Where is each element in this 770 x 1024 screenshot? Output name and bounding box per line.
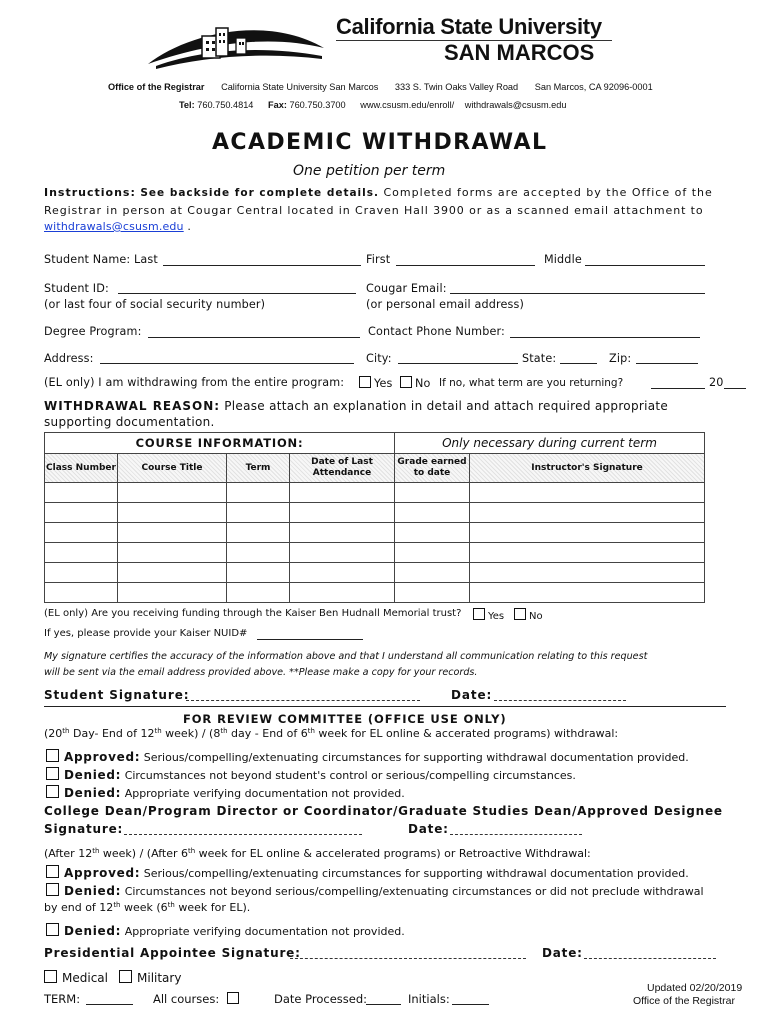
- medical-label: Medical: [62, 971, 108, 985]
- table-cell[interactable]: [470, 543, 705, 563]
- table-cell[interactable]: [118, 523, 227, 543]
- p1s3: th: [220, 727, 228, 735]
- col-grade: Grade earned to date: [395, 454, 470, 483]
- table-cell[interactable]: [395, 523, 470, 543]
- current-term-note: Only necessary during current term: [395, 433, 705, 454]
- d3b: week (6: [120, 901, 168, 914]
- org-name: California State University San Marcos: [221, 82, 379, 92]
- student-id-field[interactable]: [118, 293, 356, 294]
- middle-name-label: Middle: [544, 253, 582, 266]
- table-cell[interactable]: [470, 483, 705, 503]
- p2c: week for EL online & accelerated programs) or Retroactive Withdrawal:: [195, 847, 591, 860]
- table-cell[interactable]: [470, 503, 705, 523]
- table-row: [45, 523, 705, 543]
- zip-label: Zip:: [609, 352, 632, 365]
- table-cell[interactable]: [45, 563, 118, 583]
- state-label: State:: [522, 352, 557, 365]
- el-withdraw-label: (EL only) I am withdrawing from the entire program:: [44, 376, 345, 389]
- instructions-line1: [44, 186, 713, 199]
- p1d: day - End of 6: [227, 727, 308, 740]
- table-cell[interactable]: [45, 583, 118, 603]
- middle-name-field[interactable]: [585, 265, 705, 266]
- approved-label: Approved:: [64, 750, 141, 764]
- state-field[interactable]: [560, 363, 597, 364]
- table-cell[interactable]: [227, 563, 290, 583]
- col-course-title: Course Title: [118, 454, 227, 483]
- instructions-period: .: [187, 220, 191, 233]
- table-row: [45, 583, 705, 603]
- p1a: (20: [44, 727, 63, 740]
- email-link[interactable]: withdrawals@csusm.edu: [464, 100, 567, 110]
- denied1-row: [46, 767, 576, 782]
- p2s2: th: [187, 847, 196, 855]
- footer-office: Office of the Registrar: [633, 995, 735, 1007]
- kaiser-no-label: No: [529, 611, 543, 622]
- col-last-attendance: Date of Last Attendance: [290, 454, 395, 483]
- d3a: by end of 12: [44, 901, 114, 914]
- p2s1: th: [92, 847, 100, 855]
- tel-label: Tel:: [179, 100, 195, 110]
- denied3-text: Circumstances not beyond serious/compelling/extenuating circumstances or did not preclude withdrawal: [124, 885, 704, 898]
- first-name-field[interactable]: [396, 265, 535, 266]
- p2a: (After 12: [44, 847, 93, 860]
- table-cell[interactable]: [118, 503, 227, 523]
- table-cell[interactable]: [290, 523, 395, 543]
- kaiser-nuid-label: If yes, please provide your Kaiser NUID#: [44, 628, 248, 639]
- d3c: week for EL).: [174, 901, 251, 914]
- initials-label: Initials:: [408, 992, 450, 1006]
- table-cell[interactable]: [470, 523, 705, 543]
- kaiser-question: (EL only) Are you receiving funding through the Kaiser Ben Hudnall Memorial trust?: [44, 608, 462, 619]
- dean-date-field[interactable]: [450, 834, 582, 835]
- cougar-email-label: Cougar Email:: [366, 282, 447, 295]
- instructions-text: Completed forms are accepted by the Office of the: [383, 186, 713, 199]
- p1s2: th: [154, 727, 162, 735]
- el-yes-label: Yes: [374, 377, 393, 390]
- university-name: California State University: [336, 14, 602, 39]
- denied2-checkbox[interactable]: [46, 785, 59, 798]
- reason-line1: [44, 399, 668, 413]
- table-cell[interactable]: [45, 543, 118, 563]
- p1c: week) / (8: [161, 727, 221, 740]
- instructions-line2: Registrar in person at Cougar Central located in Craven Hall 3900 or as a scanned email attachment to: [44, 204, 704, 217]
- el-no-option[interactable]: [400, 376, 431, 390]
- returning-term-label: If no, what term are you returning?: [439, 377, 624, 389]
- el-withdraw-row: [44, 376, 344, 389]
- table-cell[interactable]: [227, 543, 290, 563]
- instructions-line3: [44, 220, 191, 233]
- denied3-label: Denied:: [64, 884, 122, 898]
- table-cell[interactable]: [45, 523, 118, 543]
- table-cell[interactable]: [395, 483, 470, 503]
- website-link[interactable]: www.csusm.edu/enroll/: [360, 100, 455, 110]
- fax-number: 760.750.3700: [289, 100, 346, 110]
- contact-phone-field[interactable]: [510, 337, 700, 338]
- medical-option[interactable]: [44, 970, 108, 985]
- military-option[interactable]: [119, 970, 181, 985]
- kaiser-yes-option[interactable]: [473, 608, 504, 622]
- table-cell[interactable]: [227, 583, 290, 603]
- cougar-email-field[interactable]: [450, 293, 705, 294]
- denied2-row: [46, 785, 405, 800]
- d3s1: th: [113, 901, 121, 909]
- instructions-label: Instructions:: [44, 186, 136, 199]
- campus-name: SAN MARCOS: [444, 40, 595, 65]
- presidential-date-label: Date:: [542, 946, 583, 960]
- all-courses-checkbox[interactable]: [227, 992, 239, 1004]
- student-id-label: Student ID:: [44, 282, 109, 295]
- table-cell[interactable]: [118, 543, 227, 563]
- table-cell[interactable]: [395, 503, 470, 523]
- withdrawals-email-link[interactable]: withdrawals@csusm.edu: [44, 220, 184, 233]
- col-instructor-signature: Instructor's Signature: [470, 454, 705, 483]
- student-date-label: Date:: [451, 688, 493, 702]
- denied3-checkbox[interactable]: [46, 883, 59, 896]
- cougar-email-note: (or personal email address): [366, 298, 525, 311]
- d3s2: th: [167, 901, 175, 909]
- kaiser-no-option[interactable]: [514, 608, 543, 622]
- last-name-label: Student Name: Last: [44, 253, 158, 266]
- address-field[interactable]: [100, 363, 354, 364]
- term-field[interactable]: [86, 1004, 133, 1005]
- review-period1: [44, 727, 618, 740]
- table-cell[interactable]: [118, 563, 227, 583]
- table-cell[interactable]: [118, 583, 227, 603]
- form-title: ACADEMIC WITHDRAWAL: [212, 130, 548, 155]
- table-cell[interactable]: [45, 483, 118, 503]
- table-row: [45, 543, 705, 563]
- denied4-checkbox[interactable]: [46, 923, 59, 936]
- all-courses-option[interactable]: [227, 992, 242, 1006]
- p1s4: th: [307, 727, 315, 735]
- approved-checkbox[interactable]: [46, 749, 59, 762]
- contact-line: [179, 100, 566, 110]
- table-cell[interactable]: [470, 563, 705, 583]
- address-line: [108, 82, 653, 92]
- approved2-label: Approved:: [64, 866, 141, 880]
- table-cell[interactable]: [227, 503, 290, 523]
- instructions-bold: See backside for complete details.: [140, 187, 379, 199]
- p1e: week for EL online & accerated programs) withdrawal:: [314, 727, 619, 740]
- returning-year-prefix: 20: [709, 376, 724, 389]
- el-no-checkbox[interactable]: [400, 376, 412, 388]
- review-period2: [44, 847, 591, 860]
- p1s1: th: [62, 727, 70, 735]
- table-cell[interactable]: [395, 543, 470, 563]
- col-class-number: Class Number: [45, 454, 118, 483]
- city-address: San Marcos, CA 92096-0001: [534, 82, 653, 92]
- tel-number: 760.750.4814: [197, 100, 254, 110]
- denied2-text: Appropriate verifying documentation not provided.: [124, 787, 405, 800]
- city-field[interactable]: [398, 363, 518, 364]
- zip-field[interactable]: [636, 363, 698, 364]
- denied1-label: Denied:: [64, 768, 122, 782]
- section-divider: [44, 706, 726, 707]
- university-logo: [146, 14, 328, 70]
- denied2-label: Denied:: [64, 786, 122, 800]
- dean-signature-field[interactable]: [124, 834, 362, 835]
- table-cell[interactable]: [290, 563, 395, 583]
- student-id-note: (or last four of social security number): [44, 298, 266, 311]
- course-info-header: COURSE INFORMATION:: [45, 433, 395, 454]
- updated-date: Updated 02/20/2019: [647, 982, 743, 994]
- address-label: Address:: [44, 352, 94, 365]
- medical-checkbox[interactable]: [44, 970, 57, 983]
- table-cell[interactable]: [395, 563, 470, 583]
- review-title: FOR REVIEW COMMITTEE (OFFICE USE ONLY): [183, 712, 507, 726]
- denied3-text2: [44, 901, 250, 914]
- kaiser-no-checkbox[interactable]: [514, 608, 526, 620]
- dean-signature-label: Signature:: [44, 822, 124, 836]
- degree-program-label: Degree Program:: [44, 325, 142, 338]
- table-cell[interactable]: [290, 583, 395, 603]
- presidential-date-field[interactable]: [584, 958, 716, 959]
- student-date-field[interactable]: [494, 700, 626, 701]
- table-cell[interactable]: [227, 483, 290, 503]
- col-term: Term: [227, 454, 290, 483]
- denied1-text: Circumstances not beyond student's control or serious/compelling circumstances.: [124, 769, 576, 782]
- student-signature-field[interactable]: [186, 700, 420, 701]
- kaiser-nuid-field[interactable]: [257, 639, 363, 640]
- course-table: [44, 432, 705, 603]
- degree-program-field[interactable]: [148, 337, 360, 338]
- student-signature-label: Student Signature:: [44, 688, 190, 702]
- certification-line1: My signature certifies the accuracy of the information above and that I understand all communication relating to this request: [44, 651, 648, 662]
- approved2-checkbox[interactable]: [46, 865, 59, 878]
- date-processed-field[interactable]: [366, 1004, 401, 1005]
- initials-field[interactable]: [452, 1004, 489, 1005]
- date-processed-label: Date Processed:: [274, 992, 368, 1006]
- city-label: City:: [366, 352, 392, 365]
- el-yes-checkbox[interactable]: [359, 376, 371, 388]
- denied1-checkbox[interactable]: [46, 767, 59, 780]
- table-cell[interactable]: [395, 583, 470, 603]
- kaiser-yes-checkbox[interactable]: [473, 608, 485, 620]
- table-row: [45, 503, 705, 523]
- military-checkbox[interactable]: [119, 970, 132, 983]
- dean-title: College Dean/Program Director or Coordinator/Graduate Studies Dean/Approved Designee: [44, 804, 723, 818]
- first-name-label: First: [366, 253, 391, 266]
- table-row: [45, 483, 705, 503]
- el-no-label: No: [415, 377, 431, 390]
- presidential-signature-field[interactable]: [290, 958, 526, 959]
- dean-date-label: Date:: [408, 822, 449, 836]
- all-courses-label: All courses:: [153, 992, 220, 1006]
- denied3-row: [46, 883, 704, 898]
- form-subtitle: One petition per term: [293, 163, 446, 179]
- approved-row: [46, 749, 689, 764]
- returning-year-field[interactable]: [724, 388, 746, 389]
- table-cell[interactable]: [470, 583, 705, 603]
- table-cell[interactable]: [290, 503, 395, 523]
- reason-text: Please attach an explanation in detail and attach required appropriate: [224, 399, 669, 413]
- table-cell[interactable]: [290, 483, 395, 503]
- denied4-label: Denied:: [64, 924, 122, 938]
- denied4-row: [46, 923, 405, 938]
- table-row: [45, 563, 705, 583]
- last-name-field[interactable]: [163, 265, 361, 266]
- denied4-text: Appropriate verifying documentation not provided.: [124, 925, 405, 938]
- returning-term-field[interactable]: [651, 388, 705, 389]
- reason-label: WITHDRAWAL REASON:: [44, 399, 221, 413]
- p1b: Day- End of 12: [69, 727, 155, 740]
- approved2-text: Serious/compelling/extenuating circumstances for supporting withdrawal documentation provided.: [143, 867, 689, 880]
- street-address: 333 S. Twin Oaks Valley Road: [394, 82, 519, 92]
- fax-label: Fax:: [267, 100, 287, 110]
- kaiser-yes-label: Yes: [488, 611, 505, 622]
- presidential-signature-label: Presidential Appointee Signature:: [44, 946, 301, 960]
- military-label: Military: [137, 971, 182, 985]
- el-yes-option[interactable]: [359, 376, 393, 390]
- reason-line2: supporting documentation.: [44, 415, 215, 429]
- contact-phone-label: Contact Phone Number:: [368, 325, 505, 338]
- approved-text: Serious/compelling/extenuating circumstances for supporting withdrawal documentation provided.: [143, 751, 689, 764]
- certification-line2: will be sent via the email address provided above. **Please make a copy for your records.: [44, 667, 478, 678]
- term-label: TERM:: [44, 992, 81, 1006]
- approved2-row: [46, 865, 689, 880]
- table-cell[interactable]: [118, 483, 227, 503]
- office-name: Office of the Registrar: [108, 82, 205, 92]
- p2b: week) / (After 6: [99, 847, 188, 860]
- table-cell[interactable]: [227, 523, 290, 543]
- table-cell[interactable]: [45, 503, 118, 523]
- table-cell[interactable]: [290, 543, 395, 563]
